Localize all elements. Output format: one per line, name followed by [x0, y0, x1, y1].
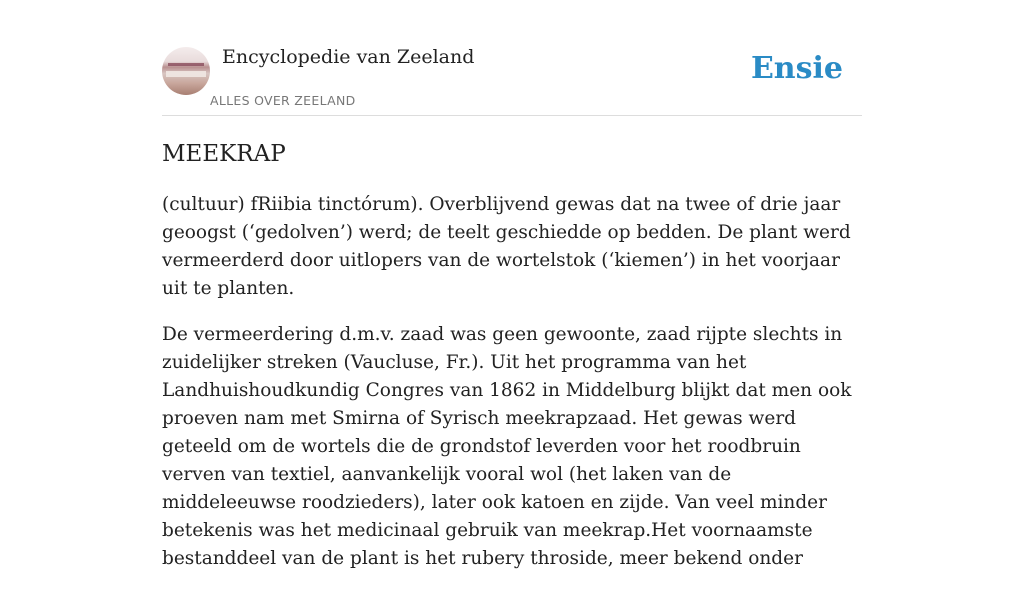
- article-paragraph: (cultuur) fRiibia tinctórum). Overblijvend gewas dat na twee of drie jaar geoogst (‘gedolven’) werd; de teelt geschiedde op bedden. De plant werd vermeerderd door uitlopers van de wortelstok (‘kiemen’) in het voorjaar uit te planten.: [162, 194, 851, 299]
- ensie-logo-link[interactable]: Ensie: [750, 51, 843, 86]
- avatar-image-detail: [168, 63, 204, 66]
- site-avatar[interactable]: [162, 47, 210, 95]
- article: [162, 138, 862, 591]
- site-subtitle: ALLES OVER ZEELAND: [210, 93, 356, 108]
- site-header: [162, 44, 862, 116]
- site-title[interactable]: Encyclopedie van Zeeland: [222, 46, 475, 68]
- avatar-image-detail: [166, 71, 206, 77]
- article-title: MEEKRAP: [162, 141, 286, 167]
- article-paragraph: De vermeerdering d.m.v. zaad was geen gewoonte, zaad rijpte slechts in zuidelijker streken (Vaucluse, Fr.). Uit het programma van het Landhuishoudkundig Congres van 1862 in Middelburg blijkt dat men ook proeven nam met Smirna of Syrisch meekrapzaad. Het gewas werd geteeld om de wortels die de grondstof leverden voor het roodbruin verven van textiel, aanvankelijk vooral wol (het laken van de middeleeuwse roodzieders), later ook katoen en zijde. Van veel minder betekenis was het medicinaal gebruik van meekrap.Het voornaamste bestanddeel van de plant is het rubery throside, meer bekend onder: [162, 324, 852, 569]
